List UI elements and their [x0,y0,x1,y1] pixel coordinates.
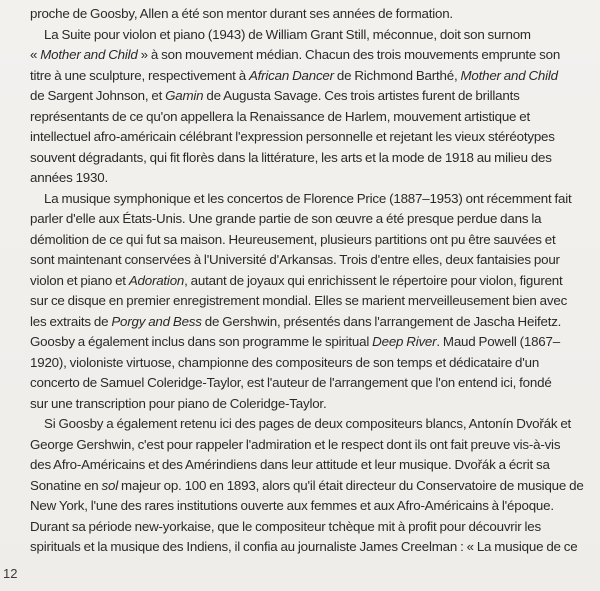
text-line: Si Goosby a également retenu ici des pages de deux compositeurs blancs, Antonín Dvořák et [44,416,572,431]
text-line: démolition de ce qui fut sa maison. Heureusement, plusieurs partitions ont pu être sauvées et [30,231,556,247]
text-line: La musique symphonique et les concertos de Florence Price (1887–1953) ont récemment fait [44,190,572,206]
text-line: 1920), violoniste virtuose, championne des compositeurs de son temps et dédicataire d'un [30,354,540,370]
paragraph-4 [30,414,586,558]
text-line: « Mother and Child » à son mouvement médian. Chacun des trois mouvements emprunte son [30,47,561,62]
text-line: des Afro-Américains et des Amérindiens dans leur attitude et leur musique. Dvořák a écrit sa [30,457,550,472]
text-line: violon et piano et Adoration, autant de joyaux qui enrichissent le répertoire pour violon, figurent [30,272,563,288]
paragraph-1 [30,4,586,25]
text-line: Sonatine en sol majeur op. 100 en 1893, alors qu'il était directeur du Conservatoire de musique de [30,477,584,493]
text-line: titre à une sculpture, respectivement à African Dancer de Richmond Barthé, Mother and Child [30,67,558,83]
text-line: années 1930. [30,170,108,185]
text-line: intellectuel afro-américain célébrant l'expression personnelle et rejetant les vieux stéréotypes [30,129,555,144]
text-line: parler d'elle aux États-Unis. Une grande partie de son œuvre a été presque perdue dans la [30,211,542,226]
page-number: 12 [3,566,18,581]
paragraph-2 [30,25,586,189]
text-line: La Suite pour violon et piano (1943) de William Grant Still, méconnue, doit son surnom [44,26,531,42]
text-line: sont maintenant conservées à l'Université d'Arkansas. Trois d'entre elles, deux fantaisies pour [30,252,560,267]
text-line: proche de Goosby, Allen a été son mentor durant ses années de formation. [30,6,453,21]
text-line: concerto de Samuel Coleridge-Taylor, est l'auteur de l'arrangement que l'on entend ici, fondé [30,375,552,390]
text-line: souvent dégradants, qui fit florès dans la littérature, les arts et la mode de 1918 au milieu des [30,149,552,165]
text-line: sur ce disque en premier enregistrement mondial. Elles se marient merveilleusement bien avec [30,293,568,308]
text-line: Goosby a également inclus dans son programme le spiritual Deep River. Maud Powell (1867– [30,334,560,349]
paragraph-3 [30,189,586,415]
text-line: les extraits de Porgy and Bess de Gershwin, présentés dans l'arrangement de Jascha Heifetz. [30,313,562,329]
text-line: spirituals et la musique des Indiens, il confia au journaliste James Creelman : « La musique de ce [30,539,578,554]
body-text [30,4,586,558]
text-line: Durant sa période new-yorkaise, que le compositeur tchèque mit à profit pour découvrir les [30,518,542,534]
text-line: représentants de ce qu'on appellera la Renaissance de Harlem, mouvement artistique et [30,108,531,124]
text-line: de Sargent Johnson, et Gamin de Augusta Savage. Ces trois artistes furent de brillants [30,88,520,103]
text-line: New York, l'une des rares institutions ouverte aux femmes et aux Afro-Américains à l'époque. [30,498,554,513]
text-line: sur une transcription pour piano de Coleridge-Taylor. [30,395,327,411]
text-line: George Gershwin, c'est pour rappeler l'admiration et le respect dont ils ont fait preuve vis-à-vis [30,436,561,452]
